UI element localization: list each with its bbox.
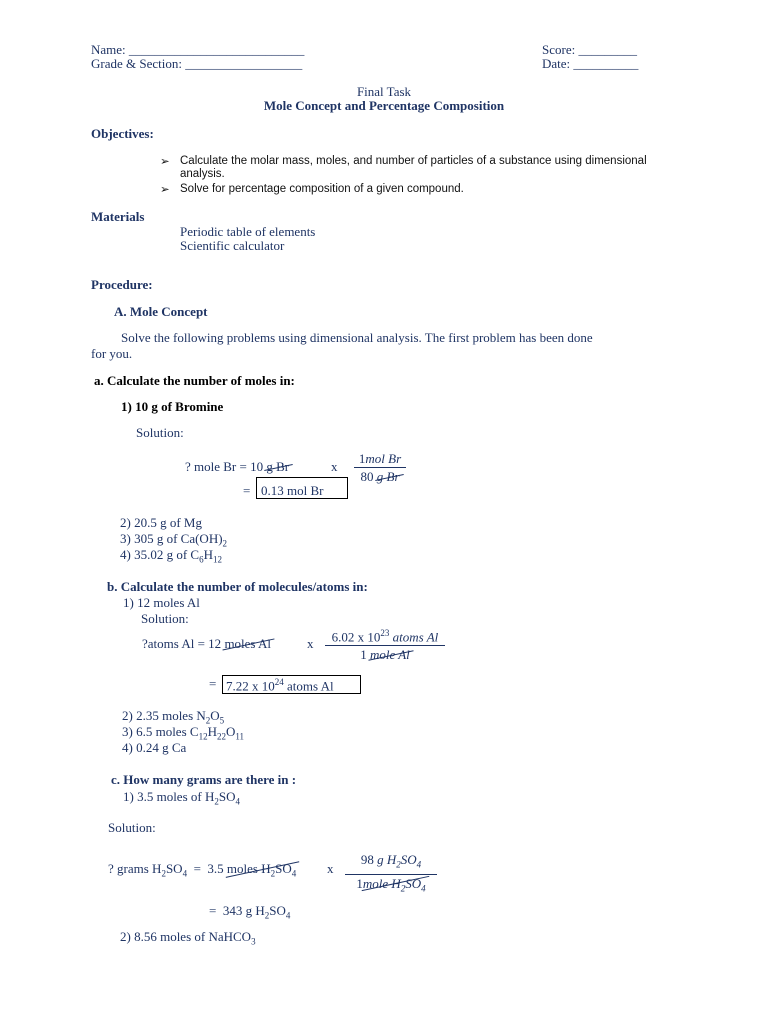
part-b-question-4: 4) 0.24 g Ca — [122, 740, 187, 755]
subscript: 22 — [216, 731, 226, 742]
subscript: 3 — [251, 936, 256, 947]
solution-label: Solution: — [108, 820, 156, 835]
part-a-question-2: 2) 20.5 g of Mg — [120, 515, 202, 530]
part-c-question-1 — [123, 789, 240, 807]
subscript: 6 — [199, 554, 204, 565]
fraction-numerator-coef: 1 — [358, 451, 366, 466]
solution-label: Solution: — [136, 425, 184, 440]
equation-c-text: ? grams H — [108, 861, 162, 876]
cancelled-unit — [226, 861, 297, 879]
material-item-2: Scientific calculator — [180, 238, 285, 253]
part-b-heading: b. Calculate the number of molecules/atoms in: — [107, 579, 368, 594]
part-b-question-2 — [122, 708, 224, 726]
fraction-denominator-unit-2: SO — [405, 875, 422, 891]
equation-c-text-3: = 3.5 — [187, 861, 224, 876]
procedure-heading: Procedure: — [91, 277, 153, 292]
fraction-numerator-coef: 98 — [360, 852, 374, 867]
exponent: 24 — [274, 677, 284, 687]
q2-text-2: O — [210, 708, 220, 723]
fraction-numerator-unit-2: SO — [400, 852, 417, 867]
subscript: 2 — [264, 910, 270, 921]
part-a-question-4 — [120, 547, 222, 565]
subscript: 2 — [396, 859, 401, 870]
equation-b-left — [142, 636, 271, 652]
q1-text-2: SO — [218, 789, 236, 804]
fraction-numerator-unit: atoms Al — [392, 629, 439, 645]
equation-c-text-2: SO — [165, 861, 183, 876]
fraction-denominator-coef: 1 — [356, 875, 363, 891]
subscript: 4 — [285, 910, 291, 921]
subscript: 2 — [214, 796, 219, 807]
subscript: 2 — [205, 715, 211, 726]
bullet-icon: ➢ — [160, 184, 170, 196]
objective-item-1-cont: analysis. — [180, 168, 225, 180]
subscript: 4 — [421, 883, 426, 894]
q4-text-2: H — [203, 547, 213, 562]
conversion-factor-b — [325, 626, 445, 662]
fraction-numerator-unit: g H — [377, 852, 397, 867]
objectives-heading: Objectives: — [91, 126, 154, 141]
subscript: 4 — [235, 796, 240, 807]
part-b-question-1: 1) 12 moles Al — [123, 595, 200, 610]
q2-text: 2) 2.35 moles N — [122, 708, 206, 723]
fraction-numerator: 6.02 x 10 — [331, 629, 381, 645]
cancelled-unit: g Br — [376, 469, 400, 484]
cancelled-text: moles H — [226, 861, 271, 876]
date-field-label: Date: __________ — [542, 56, 639, 71]
multiply-sign: x — [327, 861, 334, 876]
answer-text — [226, 677, 334, 694]
part-a-heading: a. Calculate the number of moles in: — [94, 373, 295, 388]
q3-text: 3) 6.5 moles C — [122, 724, 199, 739]
score-field-label: Score: _________ — [542, 42, 637, 57]
solution-label: Solution: — [141, 611, 189, 626]
part-c-question-2 — [120, 929, 256, 947]
part-a-question-1: 1) 10 g of Bromine — [121, 399, 224, 414]
part-a-question-3 — [120, 531, 227, 549]
answer-text — [209, 903, 290, 921]
answer-text: 0.13 mol Br — [261, 483, 324, 498]
multiply-sign: x — [331, 459, 338, 474]
q4-text: 4) 35.02 g of C — [120, 547, 200, 562]
subscript: 4 — [182, 868, 188, 879]
instructions-line-1: Solve the following problems using dimensional analysis. The first problem has been done — [121, 330, 593, 345]
q3-text-3: O — [225, 724, 236, 739]
exponent: 23 — [380, 628, 390, 638]
q2-text: 2) 8.56 moles of NaHCO — [120, 929, 252, 944]
fraction-numerator-unit: mol Br — [365, 451, 402, 466]
fraction-denominator-coef: 80 — [360, 469, 374, 484]
answer-c-text-2: SO — [269, 903, 286, 918]
equation-a-left-text: ? mole Br = 10 — [185, 459, 264, 474]
bullet-icon: ➢ — [160, 156, 170, 168]
equals-sign: = — [209, 676, 217, 691]
part-c-heading: c. How many grams are there in : — [111, 772, 297, 787]
cancelled-unit: g Br — [266, 459, 290, 474]
q1-text: 1) 3.5 moles of H — [123, 789, 215, 804]
objective-item-1: Calculate the molar mass, moles, and number of particles of a substance using dimensional — [180, 155, 647, 167]
q3-text-2: H — [207, 724, 217, 739]
multiply-sign: x — [307, 636, 314, 651]
subscript: 2 — [400, 883, 406, 894]
section-a-heading: A. Mole Concept — [114, 304, 208, 319]
subscript: 12 — [212, 554, 222, 565]
cancelled-text-2: SO — [275, 861, 292, 876]
answer-box — [222, 675, 361, 694]
fraction-denominator-coef: 1 — [360, 647, 367, 663]
subscript: 5 — [219, 715, 225, 726]
subscript: 11 — [235, 731, 245, 742]
equation-c-left — [108, 861, 296, 879]
answer-box — [256, 477, 348, 499]
document-title: Mole Concept and Percentage Composition — [263, 98, 505, 113]
cancelled-unit — [362, 875, 426, 894]
subscript: 4 — [416, 859, 422, 870]
subscript: 12 — [198, 731, 208, 742]
equals-sign: = — [243, 483, 251, 498]
answer-c-text: = 343 g H — [209, 903, 265, 918]
equation-a-left — [185, 459, 289, 475]
q3-text: 3) 305 g of Ca(OH) — [120, 531, 223, 546]
objective-item-2: Solve for percentage composition of a given compound. — [180, 183, 464, 195]
name-field-label: Name: ___________________________ — [91, 42, 305, 57]
title-line-1: Final Task — [356, 84, 412, 99]
materials-heading: Materials — [91, 209, 145, 224]
equation-b-left-text: ?atoms Al = 12 — [142, 636, 222, 651]
conversion-factor-c — [345, 852, 437, 896]
answer-unit: atoms Al — [283, 678, 334, 694]
answer-mantissa: 7.22 x 10 — [226, 678, 275, 694]
cancelled-unit: moles Al — [224, 636, 272, 651]
cancelled-unit: mole Al — [369, 647, 410, 663]
fraction-denominator-unit: mole H — [362, 875, 401, 891]
instructions-line-2: for you. — [91, 346, 133, 361]
subscript: 2 — [222, 538, 228, 549]
subscript: 2 — [270, 868, 276, 879]
subscript: 2 — [161, 868, 166, 879]
conversion-factor-a — [354, 451, 406, 484]
material-item-1: Periodic table of elements — [180, 224, 316, 239]
grade-section-field-label: Grade & Section: __________________ — [91, 56, 303, 71]
part-b-question-3 — [122, 724, 244, 742]
subscript: 4 — [291, 868, 297, 879]
